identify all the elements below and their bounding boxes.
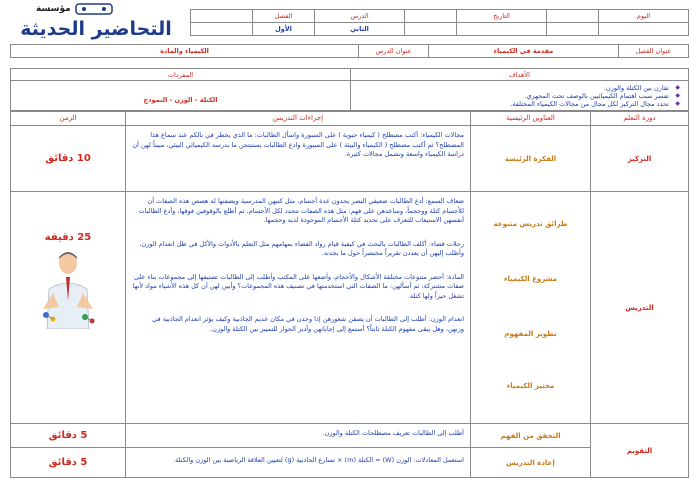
semester-label: الفصل: [253, 10, 315, 23]
objectives-table: [10, 68, 689, 112]
procedure-para: المادة: أحضر متنوعات مختلفة الأشكال والأحجام، وأضعها على المكتب وأطلب إلى الطالبات تصنيفها إلى مجموعات بناء على صفات مشتركة، ثم أسألهن: ما الصفات التي استخدمتها في تصنيف هذه المجموعات؟ وأبين لهن أن كل هذه الأشياء مواد لأنها تشغل حيزاً ولها كتلة.: [132, 272, 464, 300]
procedure-check: أطلب إلى الطالبات تعريف مصطلحات الكتلة والوزن.: [126, 424, 471, 448]
table-row: [11, 192, 689, 424]
vocab-value: الكتلة - الوزن - النموذج: [143, 95, 218, 104]
procedures-table: [10, 110, 689, 478]
table-row: [11, 126, 689, 192]
time-check: 5 دقائق: [11, 424, 126, 448]
procedure-teach: [126, 192, 471, 424]
lesson-title-label: عنوان الدرس: [359, 45, 429, 58]
elements-header: العناوين الرئيسية: [471, 111, 591, 126]
lesson-label: الدرس: [315, 10, 405, 23]
procedure-reteach: استعمل المعادلات: الوزن (W) = الكتلة (m) × تسارع الجاذبية (g) لتعيين العلاقة الرياضية بين الوزن والكتلة.: [126, 448, 471, 478]
logo-brand: مؤسسة: [36, 4, 71, 14]
stage-evaluate: التقويم: [591, 424, 689, 478]
info-table: [10, 44, 689, 58]
table-row: [11, 448, 689, 478]
element-project: مشروع الكيمياء: [503, 275, 558, 283]
header-table: [190, 9, 689, 36]
procedure-para: انعدام الوزن: أطلب إلى الطالبات أن يصفن شعورهن إذا وجدن في مكان عديم الجاذبية وكيف يؤثر انعدام الجاذبية في وزنهن، وهل يبقى مفهوم الكتلة ثابتاً؟ أستمع إلى إجاباتهن وأدير الحوار للتمييز بين الكتلة والوزن.: [152, 315, 464, 333]
header-blank: [191, 10, 253, 23]
lesson-value: الثاني: [315, 23, 405, 36]
semester-value: الأول: [253, 23, 315, 36]
time-focus: 10 دقائق: [11, 126, 126, 192]
time-header: الزمن: [11, 111, 126, 126]
logo-icon: [74, 2, 114, 16]
stage-focus: التركيز: [591, 126, 689, 192]
element-main-idea: الفكرة الرئيسة: [471, 126, 591, 192]
goal-item: ◆ تقارن بين الكتلة والوزن.: [354, 84, 669, 92]
procedure-para: رحلات فضاء: أكلف الطالبات بالبحث في كيفية قيام رواد الفضاء بمهامهم مثل التعلم بالأدوات والأكل في ظل انعدام الوزن، وأطلب إليهن أن يعددن تقريراً مختصراً حول ما يجدنه.: [139, 239, 464, 257]
table-row: [11, 424, 689, 448]
procedures-header: إجراءات التدريس: [126, 111, 471, 126]
time-teach-cell: [11, 192, 126, 424]
day-value[interactable]: [547, 10, 599, 23]
procedure-para: ضعاف السمع: أدع الطالبات ضعيفي البصر يحدون عدة أجسام، مثل كتبهن المدرسية ويصفنها له هصص هذه الصفات أن للأجسام كتلة ووحجماً، وساعدهن على فهم: مثل هذه الصفات تتحدد لكل الأجسام، ثم أطلع بالوقوفين فوقها، وأدع الطالبات أنفسهن الاستيعاب للتعرف على تحديد كتلة الأجسام الموجودة لديه وحجمها.: [138, 197, 464, 224]
elements-teach: [471, 192, 591, 424]
vocab-cell: [11, 81, 351, 112]
time-teach: 25 دقيقة: [44, 232, 92, 243]
element-lab: مختبر الكيمياء: [506, 382, 555, 390]
unit-title-label: عنوان الفصل: [619, 45, 689, 58]
element-concept: تطوير المفهوم: [504, 330, 557, 338]
goals-cell: [351, 81, 689, 112]
element-reteach: إعادة التدريس: [471, 448, 591, 478]
date-label: التاريخ: [457, 10, 547, 23]
goals-list: [354, 84, 685, 108]
logo-title: التحاضير الحديثة: [20, 18, 172, 40]
unit-title-value: مقدمة في الكيمياء: [429, 45, 619, 58]
stage-header: دورة التعلم: [591, 111, 689, 126]
vocab-label: المفردات: [11, 69, 351, 81]
goal-item: ◆ تفسر سبب اهتمام الكيميائيين بالوصف تحت المجهري.: [354, 92, 669, 100]
goal-item: ◆ تحدد مجال التركيز لكل مجال من مجالات الكيمياء المختلفة.: [354, 100, 669, 108]
stage-teach: التدريس: [591, 192, 689, 424]
goals-label: الأهداف: [351, 69, 689, 81]
procedure-focus: مجالات الكيمياء: أكتب مصطلح ( كيمياء حيوية ) على السبورة واسأل الطالبات: ما الذي يخطر في بالكم عند سماع هذا المصطلح؟ ثم أكتب مصطلح ( الكيمياء والبيئة ) على السبورة وادع الطالبات يستنتجن ما يدرسه الكيميائي البيئي، مبيناً لهن أن دراسة الكيمياء واسعة وتشمل مجالات كثيرة.: [126, 126, 471, 192]
day-label: اليوم: [599, 10, 689, 23]
element-check: التحقق من الفهم: [471, 424, 591, 448]
teacher-illustration: [37, 249, 99, 329]
lesson-title-value: الكيمياء والمادة: [11, 45, 359, 58]
date-value[interactable]: [405, 10, 457, 23]
time-reteach: 5 دقائق: [11, 448, 126, 478]
element-strategies: طرائق تدريس متنوعة: [493, 220, 568, 228]
